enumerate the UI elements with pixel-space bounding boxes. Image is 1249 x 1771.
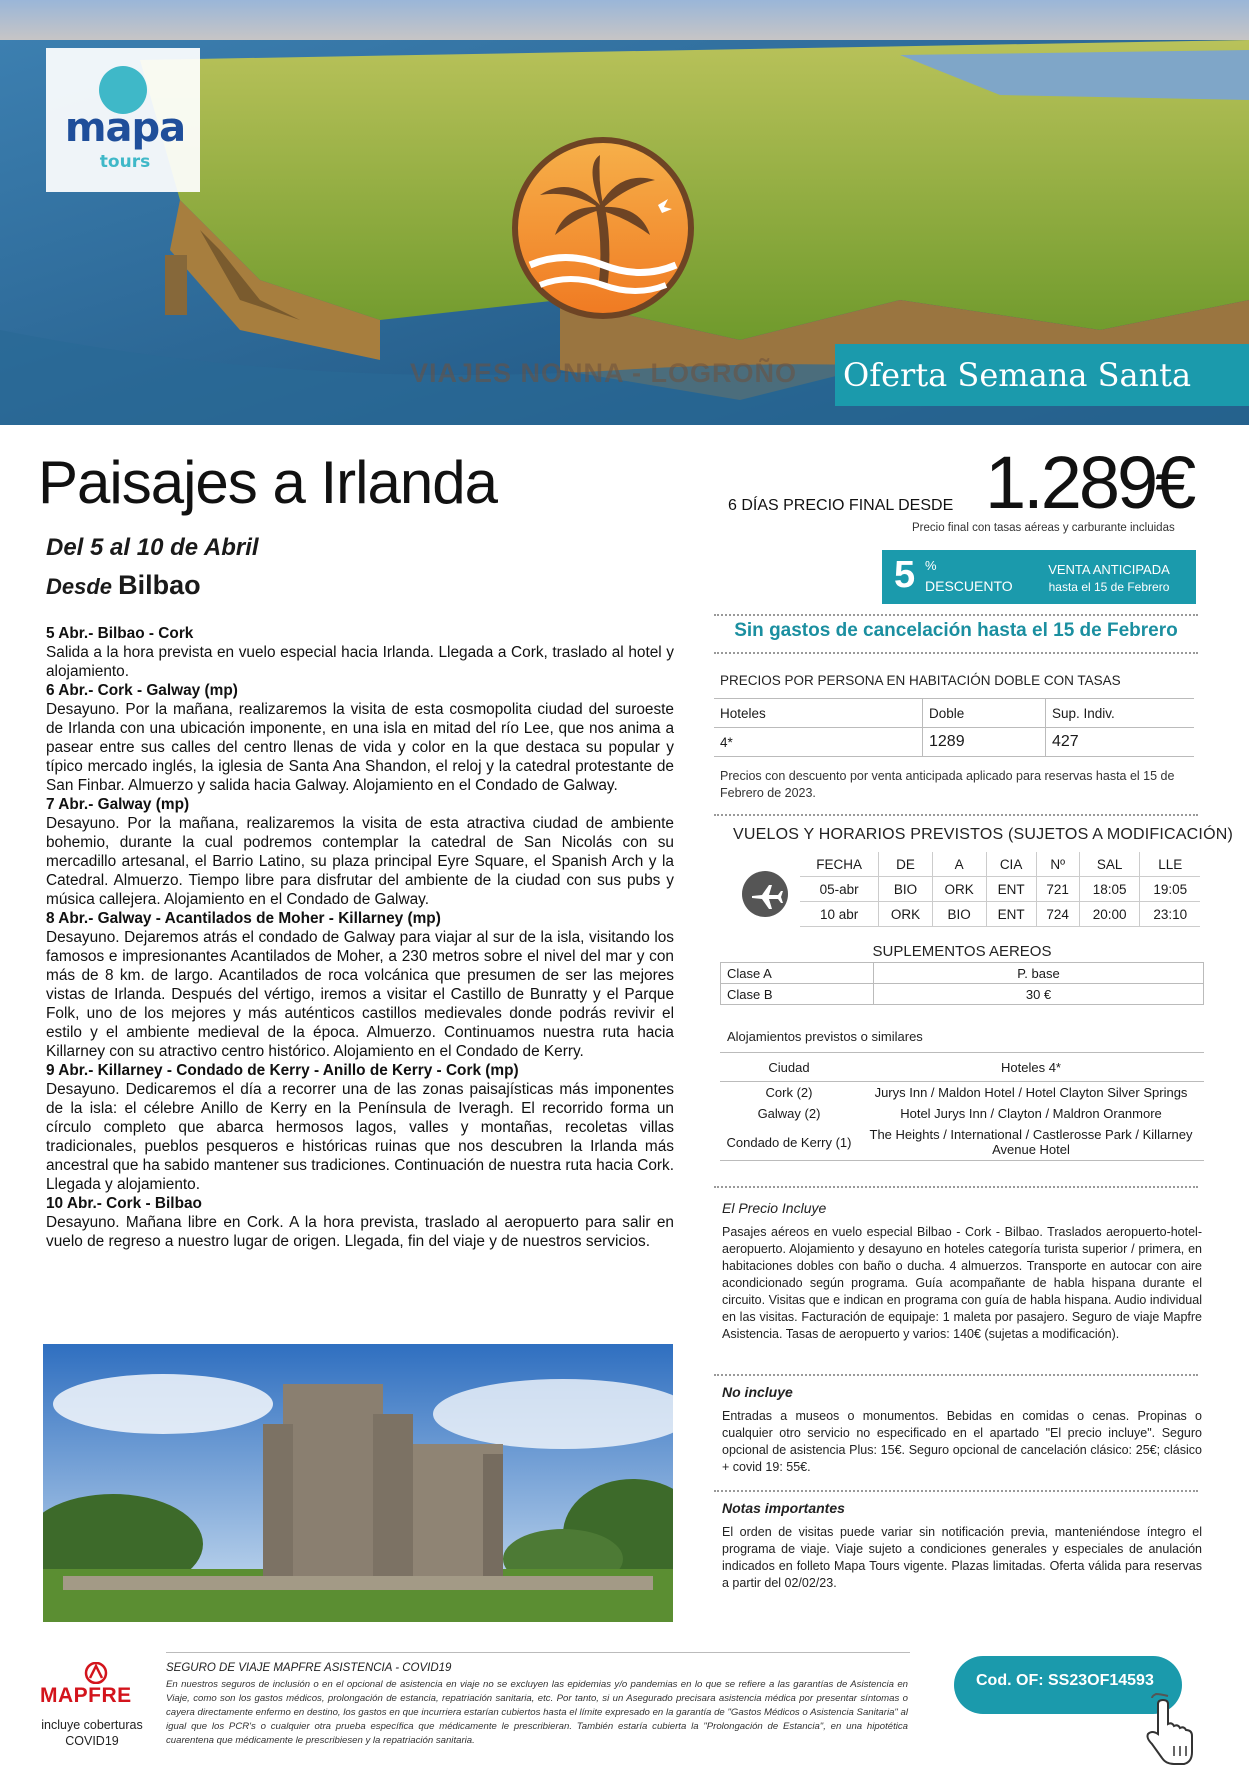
notes-text: El orden de visitas puede variar sin notificación previa, manteniéndose íntegro el programa de viaje. Viaje sujeto a condiciones generales y especiales de anulación indicados en folleto Mapa Tours vigente. Plazas limitadas. Oferta válida para reservas a partir del 02/02/23. [722,1525,1202,1590]
table-header-cell: Hoteles 4* [858,1053,1204,1082]
day-text: Desayuno. Dejaremos atrás el condado de Galway para viajar al sur de la isla, visitando los famosos e impresionantes Acantilados de Moher, a 230 metros sobre el nivel del mar y con más de 8 km. de largo. Acantilados de roca volcánica que presumen de ser las mejores vistas de Irlanda. Después del vértigo, iremos a visitar el Castillo de Bunratty y el Parque Folk, uno de los mejores y más auténticos castillos medievales donde podrás revivir el estilo y el ambiente medieval de la época. Almuerzo. Continuamos nuestra ruta hacia Killarney con su atractivo centro histórico. Alojamiento en el Condado de Kerry. [46,929,674,1060]
supplements-table [720,962,1204,1005]
mapfre-logo-icon [83,1662,109,1684]
day-heading: 6 Abr.- Cork - Galway (mp) [46,682,238,699]
castle-photo [43,1344,673,1622]
brand-name: mapa [64,105,186,151]
notes-title: Notas importantes [722,1500,845,1516]
flights-table [800,852,1200,927]
table-cell: ENT [986,877,1036,902]
includes-title: El Precio Incluye [722,1200,827,1216]
table-cell: 05-abr [800,877,879,902]
table-cell: The Heights / International / Castlerosse Park / Killarney Avenue Hotel [869,1127,1193,1157]
table-cell: Jurys Inn / Maldon Hotel / Hotel Clayton Silver Springs [874,1085,1188,1100]
mapfre-covid-label: COVID19 [65,1734,119,1748]
agency-palm-logo [510,135,696,321]
divider [714,1490,1198,1492]
table-row [720,1103,1204,1124]
mapfre-logo: MAPFRE [40,1684,132,1707]
divider [714,1374,1198,1376]
day-text: Salida a la hora prevista en vuelo especial hacia Irlanda. Llegada a Cork, traslado al hotel y alojamiento. [46,644,674,680]
table-cell: P. base [874,963,1204,984]
table-header-cell: CIA [986,852,1036,877]
table-cell: 30 € [874,984,1204,1005]
table-row [800,877,1200,902]
table-row [800,852,1200,877]
day-text: Desayuno. Por la mañana, realizaremos la visita de esta atractiva ciudad de ambiente bohemio, durante la cual podremos contemplar la catedral de San Nicolás con su mercadillo artesanal, el Barrio Latino, su plaza principal Eyre Square, el Spanish Arch y la Catedral. Almuerzo. Tiempo libre para disfrutar del ambiente de la ciudad con sus pubs y música callejera. Alojamiento en el Condado de Galway. [46,815,674,908]
table-cell: BIO [879,877,933,902]
table-cell: ORK [932,877,986,902]
table-header-cell: LLE [1140,852,1200,877]
itinerary-day [46,909,674,1061]
table-cell: 18:05 [1079,877,1140,902]
day-heading: 10 Abr.- Cork - Bilbao [46,1195,202,1212]
accommodation-header: Alojamientos previstos o similares [727,1029,923,1044]
table-row [720,1082,1204,1104]
table-row [714,699,1194,728]
origin-city: Bilbao [118,570,201,600]
table-row [720,1124,1204,1161]
agency-name: VIAJES NONNA - LOGROÑO [410,358,798,388]
day-text: Desayuno. Por la mañana, realizaremos la visita de esta cosmopolita ciudad del suroeste de Irlanda con una ubicación imponente, en una isla en mitad del río Lee, que nos anima a pasear entre sus calles del centro llenas de vida y color en la que destaca su popular y típico mercado inglés, la iglesia de Santa Ana Shandon, el reloj y la catedral protestante de San Finbar. Almuerzo y salida hacia Galway. Alojamiento en el Condado de Galway. [46,701,674,794]
table-cell: ENT [986,902,1036,927]
flights-header: VUELOS Y HORARIOS PREVISTOS (SUJETOS A MODIFICACIÓN) [733,826,1233,843]
discount-sale-label: VENTA ANTICIPADA [1048,562,1170,577]
price-amount: 1.289€ [985,441,1194,524]
table-header-cell: FECHA [800,852,879,877]
table-cell: Clase A [721,963,874,984]
pointing-hand-icon [1138,1690,1198,1766]
table-header-cell: SAL [1079,852,1140,877]
divider [714,814,1198,816]
table-cell: Condado de Kerry (1) [726,1134,852,1150]
table-header-cell: Nº [1036,852,1079,877]
day-heading: 7 Abr.- Galway (mp) [46,796,190,813]
price-label: 6 DÍAS PRECIO FINAL DESDE [728,497,954,514]
table-row [714,728,1194,757]
divider [714,652,1198,654]
no-cancellation-notice: Sin gastos de cancelación hasta el 15 de Febrero [734,620,1178,641]
footer-divider [166,1652,910,1653]
itinerary-day [46,1194,674,1251]
table-header-cell: Sup. Indiv. [1046,699,1195,728]
discount-number: 5 [894,554,916,596]
brand-sub: tours [99,152,151,172]
table-cell: Hotel Jurys Inn / Clayton / Maldron Oranmore [900,1106,1162,1121]
day-heading: 5 Abr.- Bilbao - Cork [46,625,194,642]
table-cell: 427 [1046,728,1195,757]
table-cell: BIO [932,902,986,927]
table-header-cell: Doble [923,699,1046,728]
day-text: Desayuno. Dedicaremos el día a recorrer una de las zonas paisajísticas más imponentes de la isla: el célebre Anillo de Kerry en la Península de Iveragh. El recorrido forma un círculo completo que abarca hermosos lagos, valles y montañas, recoletas villas tradicionales, pueblos pesqueros e históricas ruinas que nos descubren la Irlanda más ancestral que ha sabido mantener sus tradiciones. Continuación de nuestra ruta hacia Cork. Llegada y alojamiento. [46,1081,674,1193]
airplane-icon [742,871,788,917]
table-cell: 23:10 [1140,902,1200,927]
price-note: Precio final con tasas aéreas y carburante incluidas [912,522,1175,534]
discount-deadline: hasta el 15 de Febrero [1048,580,1170,594]
table-row [721,963,1204,984]
discount-right-panel [1020,552,1194,602]
not-included-text: Entradas a museos o monumentos. Bebidas en comidas o cenas. Propinas o cualquier otro servicio no especificado en el apartado "El precio incluye". Seguro opcional de asistencia Plus: 15€. Seguro opcional de cancelación clásico: 25€; clásico + covid 19: 55€. [722,1409,1202,1474]
day-heading: 8 Abr.- Galway - Acantilados de Moher - Killarney (mp) [46,910,441,927]
discount-word: DESCUENTO [925,578,1013,594]
includes-text: Pasajes aéreos en vuelo especial Bilbao - Cork - Bilbao. Traslados aeropuerto-hotel-aeropuerto. Alojamiento y desayuno en hoteles categoría turista superior / primera, en habitaciones dobles con baño o ducha. 4 almuerzos. Transporte en autocar con aire acondicionado según programa. Guía acompañante de habla hispana durante el circuito. Visitas que e indican en programa con guía de habla hispana. Audio individual en las visitas. Facturación de equipaje: 1 maleta por pasajero. Seguro de viaje Mapfre Asistencia. Tasas de aeropuerto y varios: 140€ (sujetas a modificación). [722,1225,1202,1341]
discount-percent: % [925,558,937,573]
table-header-cell: Ciudad [720,1053,858,1082]
trip-dates: Del 5 al 10 de Abril [46,534,259,561]
table-cell: 4* [714,728,923,757]
mapfre-coverage-label: incluye coberturas [41,1718,143,1732]
table-row [800,902,1200,927]
table-cell: 1289 [923,728,1046,757]
table-header-cell: A [932,852,986,877]
accommodation-table [720,1052,1204,1161]
itinerary-day [46,624,674,681]
table-cell: Clase B [721,984,874,1005]
table-cell: 724 [1036,902,1079,927]
offer-code-label: Cod. OF: SS23OF14593 [976,1672,1154,1689]
day-heading: 9 Abr.- Killarney - Condado de Kerry - Anillo de Kerry - Cork (mp) [46,1062,519,1079]
prices-header: PRECIOS POR PERSONA EN HABITACIÓN DOBLE CON TASAS [720,673,1121,688]
trip-origin [46,570,201,601]
table-cell: 721 [1036,877,1079,902]
table-cell: Galway (2) [757,1106,821,1121]
table-cell: ORK [879,902,933,927]
itinerary-day [46,1061,674,1194]
table-cell: 19:05 [1140,877,1200,902]
divider [714,614,1198,616]
table-header-cell: DE [879,852,933,877]
page-title: Paisajes a Irlanda [38,449,497,516]
supplements-header: SUPLEMENTOS AEREOS [872,943,1052,960]
origin-prefix: Desde [46,574,113,599]
prices-table [714,698,1194,757]
insurance-text: En nuestros seguros de inclusión o en el opcional de asistencia en viaje no se excluyen las epidemias y/o pandemias en lo que se refiere a las garantías de Asistencia en Viaje, como son los gastos médicos, prolongación de estancia, repatriación sanitaria, etc. Por tanto, si un Asegurado precisara asistencia médica por presentar síntomas o cayera directamente enfermo en destino, los gastos en que incurriera estarían cubiertos hasta el límite expresado en la garantía de "Gastos Médicos o Asistencia Sanitaria" al igual que los PCR's o cualquier otra prueba específica que médicamente le prescribieran. También estaría cubierta la "Prolongación de Estancia", en una hipotética cuarentena que médicamente le prescribiesen y la repatriación sanitaria. [166,1679,908,1746]
itinerary-day [46,795,674,909]
table-cell: Cork (2) [765,1085,813,1100]
offer-banner: Oferta Semana Santa [835,344,1249,406]
insurance-title: SEGURO DE VIAJE MAPFRE ASISTENCIA - COVID19 [166,1662,452,1674]
table-cell: 20:00 [1079,902,1140,927]
table-cell: 10 abr [800,902,879,927]
prices-note: Precios con descuento por venta anticipada aplicado para reservas hasta el 15 de Febrero de 2023. [720,769,1175,800]
table-header-cell: Hoteles [714,699,923,728]
day-text: Desayuno. Mañana libre en Cork. A la hora prevista, traslado al aeropuerto para salir en vuelo de regreso a nuestro lugar de origen. Llegada, fin del viaje y de nuestros servicios. [46,1214,674,1250]
divider [714,1186,1198,1188]
table-row [721,984,1204,1005]
not-included-title: No incluye [722,1384,793,1400]
itinerary-day [46,681,674,795]
itinerary [46,624,674,1251]
table-row [720,1053,1204,1082]
